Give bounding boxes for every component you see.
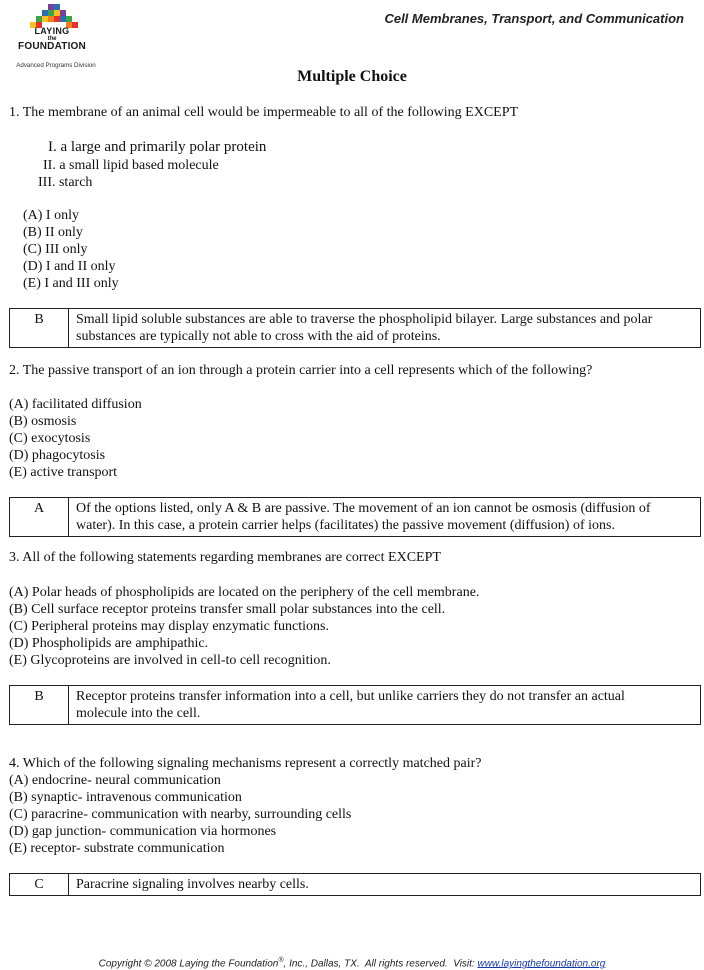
question-3-stem: 3. All of the following statements regarding membranes are correct EXCEPT (9, 550, 441, 565)
answer-letter: A (10, 498, 69, 536)
question-2-option: (D) phagocytosis (9, 448, 106, 463)
answer-letter: B (10, 686, 69, 724)
footer-website-link[interactable]: www.layingthefoundation.org (477, 958, 606, 970)
logo-line-1: LAYING (34, 26, 70, 36)
question-1-option: (C) III only (23, 242, 88, 257)
logo-blocks-icon (14, 4, 94, 28)
question-1-option: (D) I and II only (23, 259, 116, 274)
question-4-option: (C) paracrine- communication with nearby, surrounding cells (9, 807, 352, 822)
answer-explanation (69, 686, 700, 724)
footer-reg-mark: ® (278, 957, 284, 964)
question-3-option: (D) Phospholipids are amphipathic. (9, 636, 209, 651)
question-2-option: (E) active transport (9, 465, 118, 480)
answer-explanation (69, 309, 700, 347)
question-4-option: (B) synaptic- intravenous communication (9, 790, 242, 805)
explanation-line: molecule into the cell. (76, 706, 201, 721)
question-1-item: III. starch (38, 175, 93, 190)
question-1-option: (B) II only (23, 225, 83, 240)
answer-explanation (69, 874, 700, 895)
logo-line-3: FOUNDATION (18, 41, 86, 52)
question-1-item: II. a small lipid based molecule (43, 158, 219, 173)
question-1-option: (E) I and III only (23, 276, 119, 291)
answer-explanation (69, 498, 700, 536)
question-2-answer-box (9, 497, 701, 537)
question-3-option: (E) Glycoproteins are involved in cell-to cell recognition. (9, 653, 331, 668)
question-1-option: (A) I only (23, 208, 79, 223)
question-2-stem: 2. The passive transport of an ion through a protein carrier into a cell represents which of the following? (9, 363, 593, 378)
logo-line-2: the (47, 36, 57, 42)
footer-copyright: Copyright © 2008 Laying the Foundation (98, 958, 279, 970)
explanation-line: Of the options listed, only A & B are passive. The movement of an ion cannot be osmosis (diffusion of (76, 501, 651, 516)
footer-copyright-suffix: , Inc., Dallas, TX. All rights reserved. Visit: (283, 958, 478, 970)
logo-wordmark (6, 27, 98, 52)
question-2-option: (B) osmosis (9, 414, 77, 429)
question-4-option: (E) receptor- substrate communication (9, 841, 225, 856)
question-1-answer-box (9, 308, 701, 348)
logo (6, 4, 102, 70)
question-2-option: (A) facilitated diffusion (9, 397, 142, 412)
question-3-option: (C) Peripheral proteins may display enzymatic functions. (9, 619, 329, 634)
section-title: Multiple Choice (297, 68, 407, 85)
explanation-line: Paracrine signaling involves nearby cells. (76, 877, 309, 892)
header-title: Cell Membranes, Transport, and Communication (384, 11, 684, 26)
explanation-line: substances are typically not able to cross with the aid of proteins. (76, 329, 441, 344)
question-3-option: (A) Polar heads of phospholipids are located on the periphery of the cell membrane. (9, 585, 480, 600)
question-3-option: (B) Cell surface receptor proteins transfer small polar substances into the cell. (9, 602, 446, 617)
explanation-line: water). In this case, a protein carrier helps (facilitates) the passive movement (diffusion) of ions. (76, 518, 615, 533)
answer-letter: C (10, 874, 69, 895)
question-1-item: I. a large and primarily polar protein (48, 139, 267, 155)
explanation-line: Receptor proteins transfer information into a cell, but unlike carriers they do not transfer an actual (76, 689, 625, 704)
question-1-stem: 1. The membrane of an animal cell would be impermeable to all of the following EXCEPT (9, 105, 519, 120)
footer (0, 957, 704, 969)
logo-subtitle: Advanced Programs Division (16, 62, 96, 69)
answer-letter: B (10, 309, 69, 347)
question-2-option: (C) exocytosis (9, 431, 91, 446)
question-3-answer-box (9, 685, 701, 725)
question-4-stem: 4. Which of the following signaling mechanisms represent a correctly matched pair? (9, 756, 482, 771)
question-4-answer-box (9, 873, 701, 896)
question-4-option: (D) gap junction- communication via hormones (9, 824, 277, 839)
question-4-option: (A) endocrine- neural communication (9, 773, 221, 788)
explanation-line: Small lipid soluble substances are able to traverse the phospholipid bilayer. Large substances and polar (76, 312, 653, 327)
